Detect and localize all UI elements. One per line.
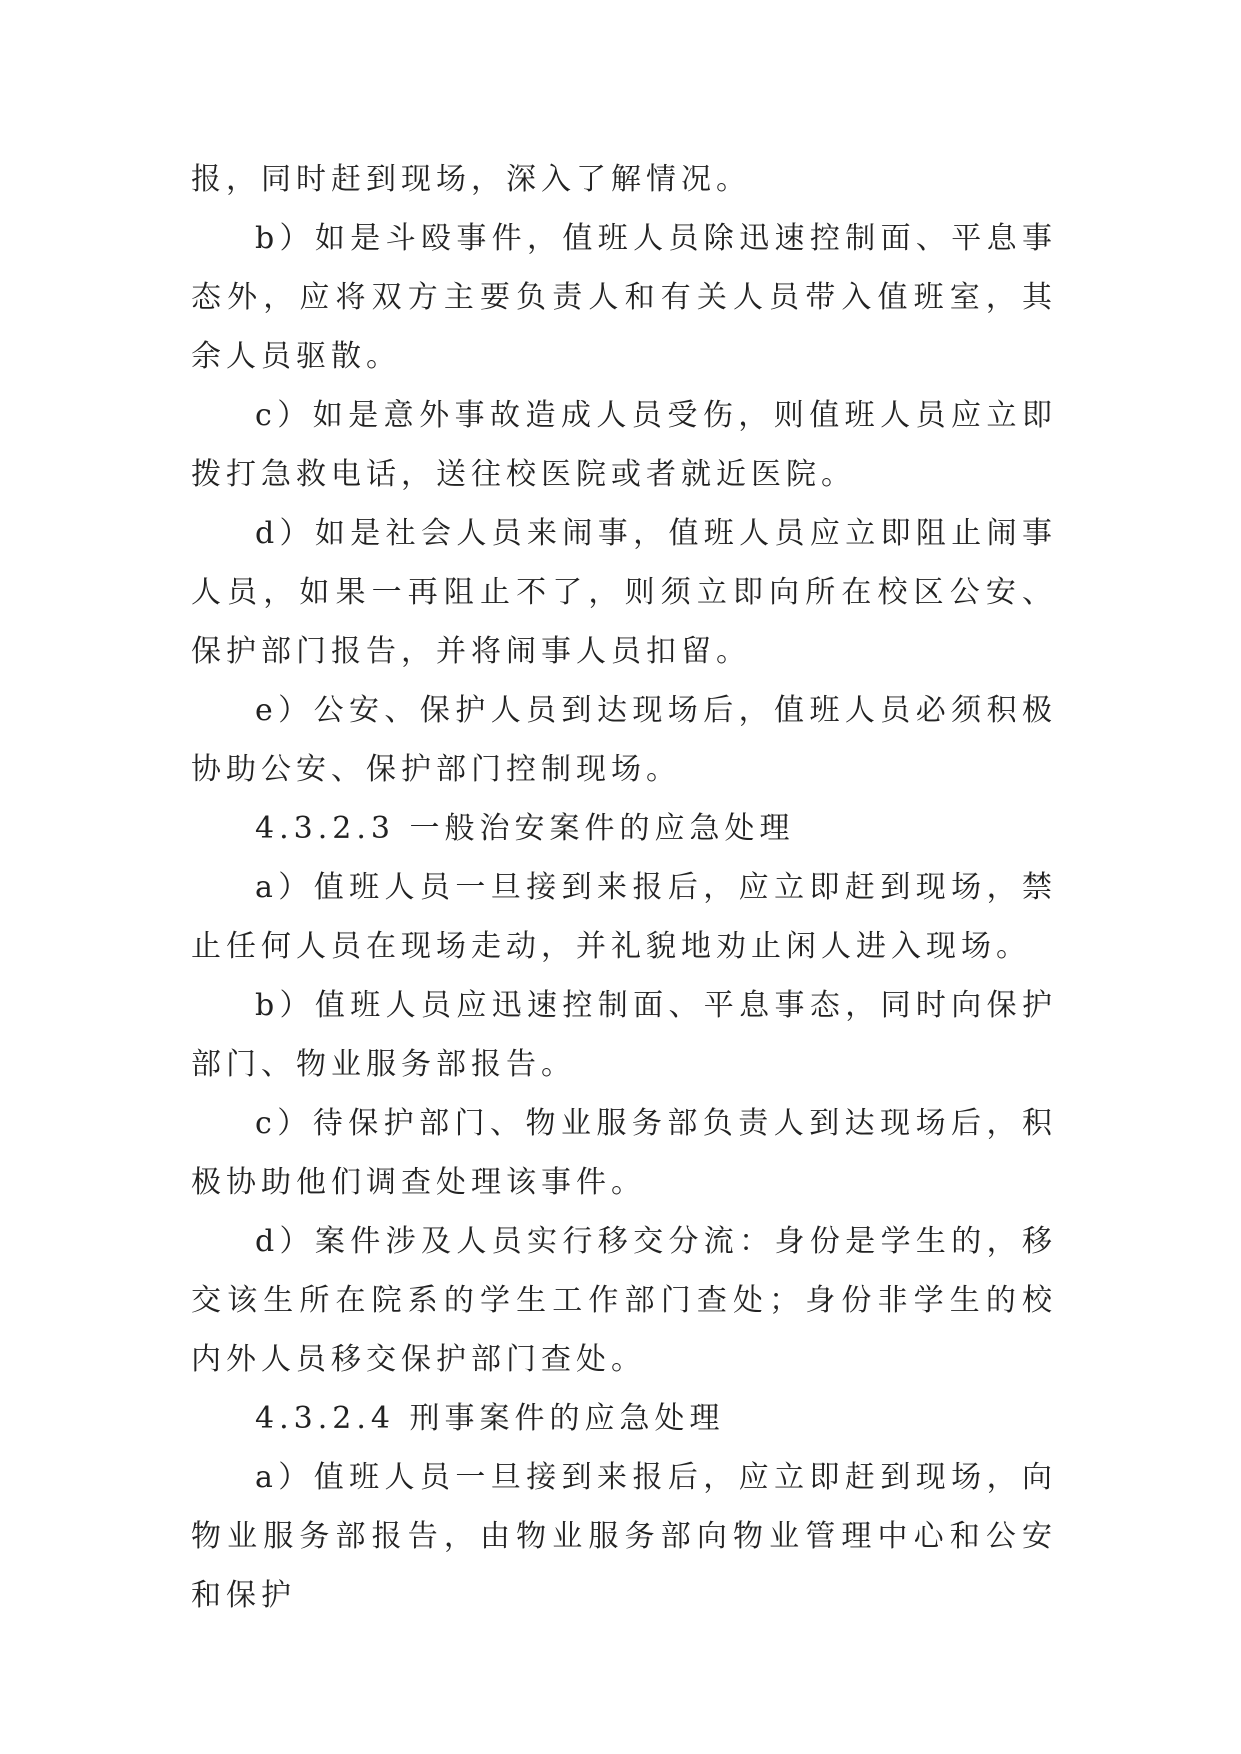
paragraph: e）公安、保护人员到达现场后，值班人员必须积极协助公安、保护部门控制现场。: [191, 693, 1057, 787]
document-body: [191, 150, 1057, 1625]
paragraph: b）值班人员应迅速控制面、平息事态，同时向保护部门、物业服务部报告。: [191, 988, 1057, 1082]
paragraph: b）如是斗殴事件，值班人员除迅速控制面、平息事态外，应将双方主要负责人和有关人员带入值班室，其余人员驱散。: [191, 221, 1057, 374]
paragraph: d）案件涉及人员实行移交分流：身份是学生的，移交该生所在院系的学生工作部门查处；身份非学生的校内外人员移交保护部门查处。: [191, 1224, 1057, 1377]
paragraph: c）如是意外事故造成人员受伤，则值班人员应立即拨打急救电话，送往校医院或者就近医院。: [191, 398, 1057, 492]
paragraph: 报，同时赶到现场，深入了解情况。: [191, 162, 751, 197]
paragraph: a）值班人员一旦接到来报后，应立即赶到现场，向物业服务部报告，由物业服务部向物业管理中心和公安和保护: [191, 1460, 1057, 1613]
section-heading: 4.3.2.3 一般治安案件的应急处理: [255, 811, 795, 846]
paragraph: c）待保护部门、物业服务部负责人到达现场后，积极协助他们调查处理该事件。: [191, 1106, 1057, 1200]
section-heading: 4.3.2.4 刑事案件的应急处理: [255, 1401, 725, 1436]
paragraph: a）值班人员一旦接到来报后，应立即赶到现场，禁止任何人员在现场走动，并礼貌地劝止闲人进入现场。: [191, 870, 1057, 964]
paragraph: d）如是社会人员来闹事，值班人员应立即阻止闹事人员，如果一再阻止不了，则须立即向所在校区公安、保护部门报告，并将闹事人员扣留。: [191, 516, 1057, 669]
